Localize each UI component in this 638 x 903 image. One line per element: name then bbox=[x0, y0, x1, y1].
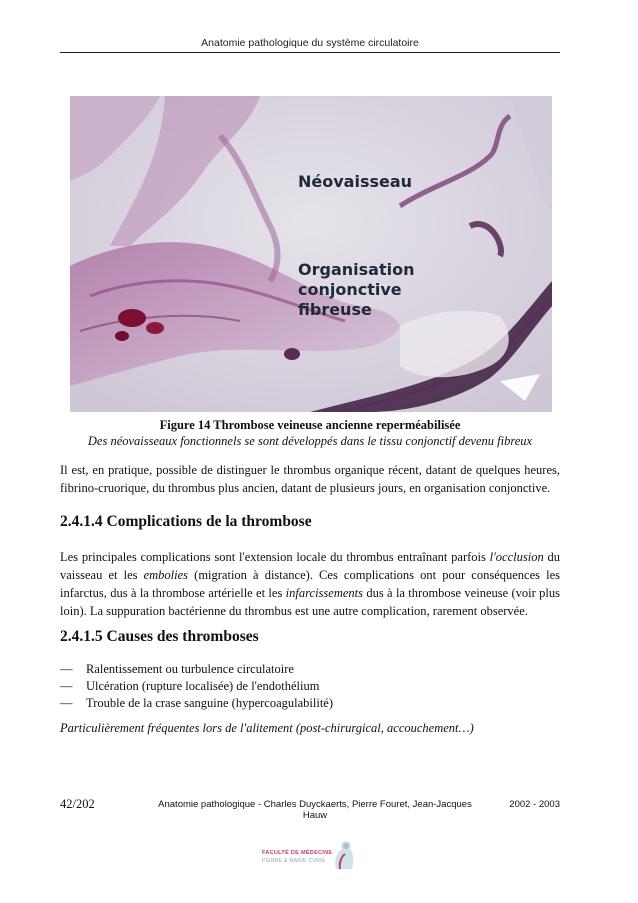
term-embolies: embolies bbox=[143, 568, 189, 582]
logo-line2: PIERRE & MARIE CURIE bbox=[262, 858, 326, 864]
text-run: (migration à distance). Ces complications ont pour conséquences les infarctus, dus à la thrombose artérielle et les bbox=[60, 568, 560, 600]
micrograph-image bbox=[70, 96, 552, 412]
label-organisation: Organisation conjonctive fibreuse bbox=[298, 260, 415, 319]
dash: — bbox=[60, 662, 73, 676]
faculty-logo bbox=[250, 835, 360, 875]
text-run: dus à la thrombose veineuse (voir plus loin). La suppuration bactérienne du thrombus est une autre complication, rarement observée. bbox=[60, 586, 560, 618]
dash: — bbox=[60, 696, 73, 710]
cause-text: Ulcération (rupture localisée) de l'endothélium bbox=[86, 679, 320, 693]
cause-text: Ralentissement ou turbulence circulatoire bbox=[86, 662, 294, 676]
causes-list bbox=[60, 661, 560, 712]
list-item bbox=[60, 695, 560, 712]
dash: — bbox=[60, 679, 73, 693]
text-run: Les principales complications sont l'extension locale du thrombus entraînant parfois bbox=[60, 550, 490, 564]
header-rule bbox=[60, 52, 560, 53]
list-item bbox=[60, 661, 560, 678]
term-infarcissements: infarcissements bbox=[285, 586, 363, 600]
intro-paragraph: Il est, en pratique, possible de distinguer le thrombus organique récent, datant de quelques heures, fibrino-cruorique, du thrombus plus ancien, datant de plusieurs jours, en organisation conjonctive. bbox=[60, 463, 560, 495]
cause-text: Trouble de la crase sanguine (hypercoagulabilité) bbox=[86, 696, 334, 710]
page-number: 42/202 bbox=[60, 797, 95, 811]
term-occlusion: l'occlusion bbox=[489, 550, 544, 564]
heading-complications: 2.4.1.4 Complications de la thrombose bbox=[60, 513, 312, 530]
micrograph-drawing bbox=[70, 96, 552, 412]
complications-paragraph bbox=[60, 548, 560, 620]
figure-subcaption: Des néovaisseaux fonctionnels se sont développés dans le tissu conjonctif devenu fibreux bbox=[87, 434, 533, 448]
footer-year: 2002 - 2003 bbox=[509, 799, 560, 810]
footer-credit: Anatomie pathologique - Charles Duyckaerts, Pierre Fouret, Jean-Jacques Hauw bbox=[158, 799, 472, 821]
logo-line1: FACULTÉ DE MÉDECINE bbox=[262, 850, 333, 856]
list-item bbox=[60, 678, 560, 695]
label-neovaisseau: Néovaisseau bbox=[298, 172, 413, 191]
text-run: du vaisseau et les bbox=[60, 550, 561, 582]
running-header: Anatomie pathologique du système circulatoire bbox=[201, 37, 419, 49]
figure-caption: Figure 14 Thrombose veineuse ancienne reperméabilisée bbox=[159, 418, 461, 432]
heading-causes: 2.4.1.5 Causes des thromboses bbox=[60, 628, 259, 645]
faculty-emblem-icon bbox=[330, 839, 356, 871]
italic-note: Particulièrement fréquentes lors de l'alitement (post-chirurgical, accouchement…) bbox=[60, 721, 474, 735]
